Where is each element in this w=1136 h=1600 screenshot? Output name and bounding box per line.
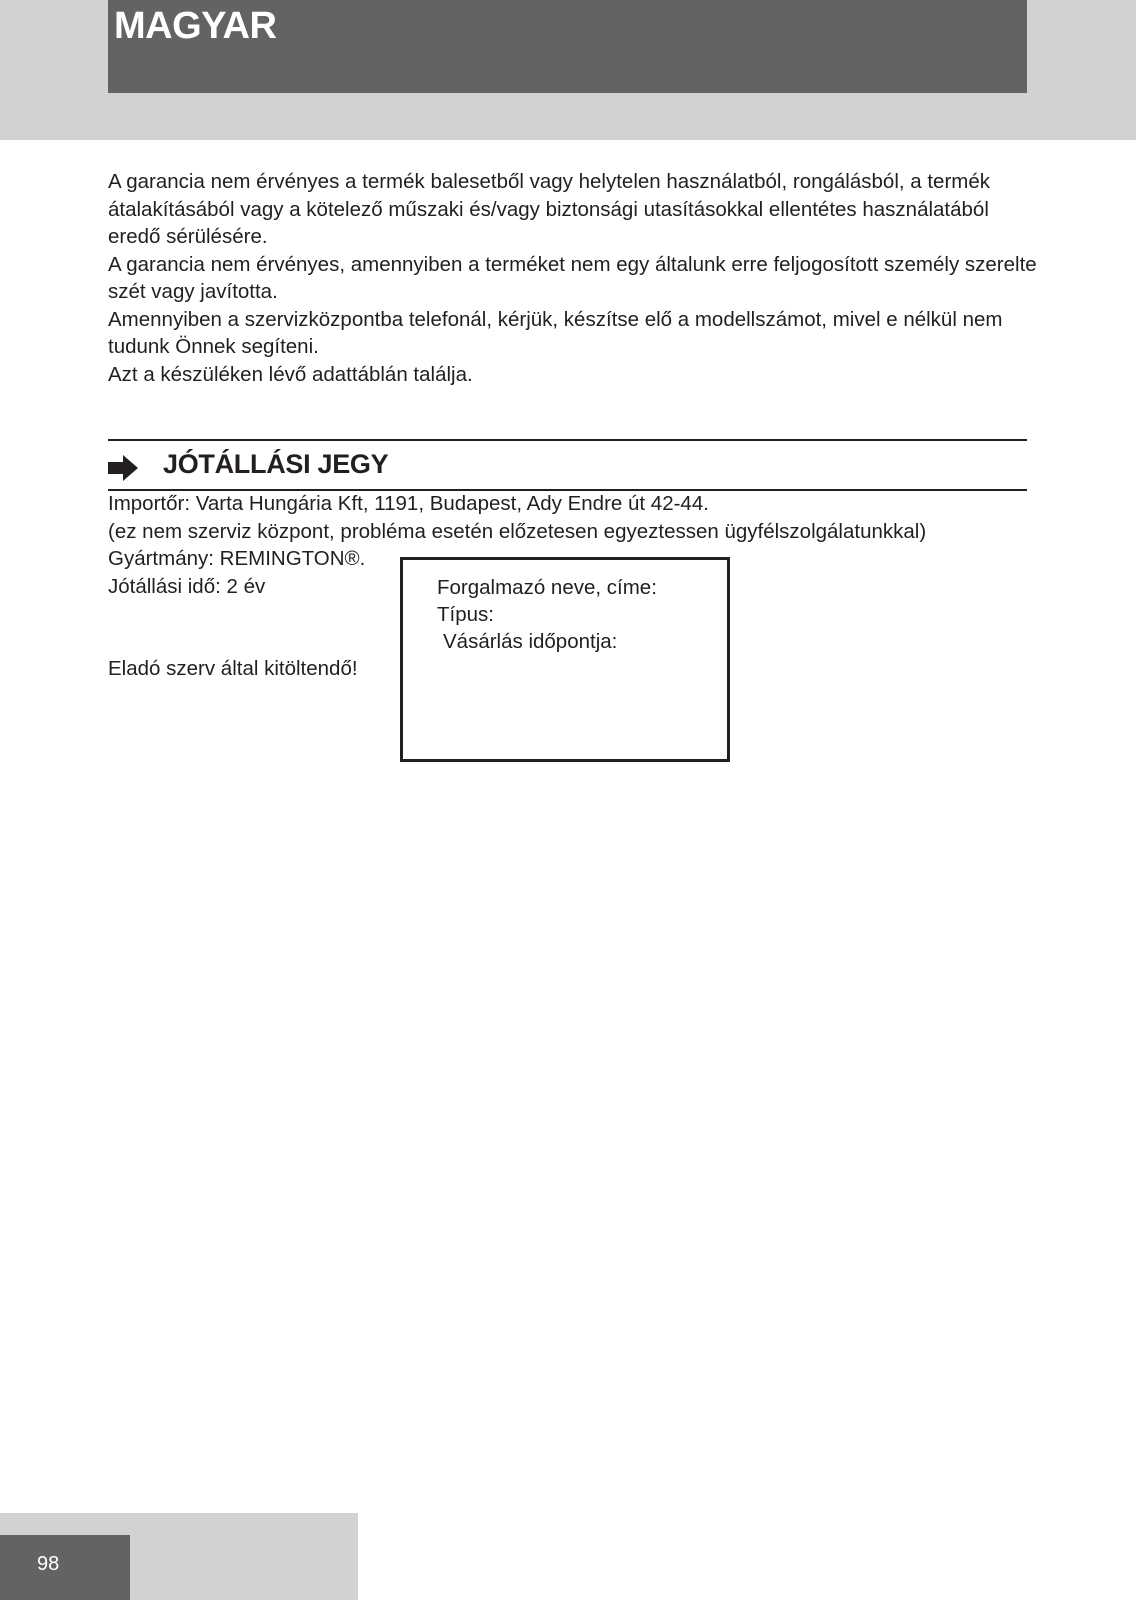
page-number: 98 <box>37 1553 60 1575</box>
importer-line: Importőr: Varta Hungária Kft, 1191, Budapest, Ady Endre út 42-44. <box>108 492 709 515</box>
warranty-period: Jótállási idő: 2 év <box>108 575 266 598</box>
distributor-label: Forgalmazó neve, címe: <box>437 576 657 599</box>
service-note: (ez nem szerviz központ, probléma esetén előzetesen egyeztessen ügyfélszolgálatunkkal) <box>108 520 927 543</box>
section-rule-top <box>108 439 1027 441</box>
page-number-tab <box>0 1535 130 1600</box>
type-label: Típus: <box>437 603 494 626</box>
warranty-paragraph: A garancia nem érvényes a termék balesetből vagy helytelen használatból, rongálásból, a termék átalakításából vagy a kötelező műszaki és/vagy biztonsági utasításokkal ellentétes használatából eredő sérülésére. <box>108 170 991 248</box>
section-title: JÓTÁLLÁSI JEGY <box>163 449 389 479</box>
purchase-date-label: Vásárlás időpontja: <box>443 630 618 653</box>
warranty-paragraph: Amennyiben a szervizközpontba telefonál, kérjük, készítse elő a modellszámot, mivel e nélkül nem tudunk Önnek segíteni. <box>108 307 1003 358</box>
language-title: MAGYAR <box>114 5 277 47</box>
warranty-paragraph: Azt a készüléken lévő adattáblán találja. <box>108 362 473 386</box>
arrow-right-icon <box>108 455 138 481</box>
language-tab <box>108 0 1027 93</box>
dealer-stamp-box <box>400 557 730 762</box>
warranty-text <box>108 168 1038 388</box>
brand-line: Gyártmány: REMINGTON®. <box>108 547 366 570</box>
warranty-paragraph: A garancia nem érvényes, amennyiben a terméket nem egy általunk erre feljogosított személy szerelte szét vagy javította. <box>108 252 1037 303</box>
seller-instruction: Eladó szerv által kitöltendő! <box>108 657 358 680</box>
section-rule-bottom <box>108 489 1027 491</box>
